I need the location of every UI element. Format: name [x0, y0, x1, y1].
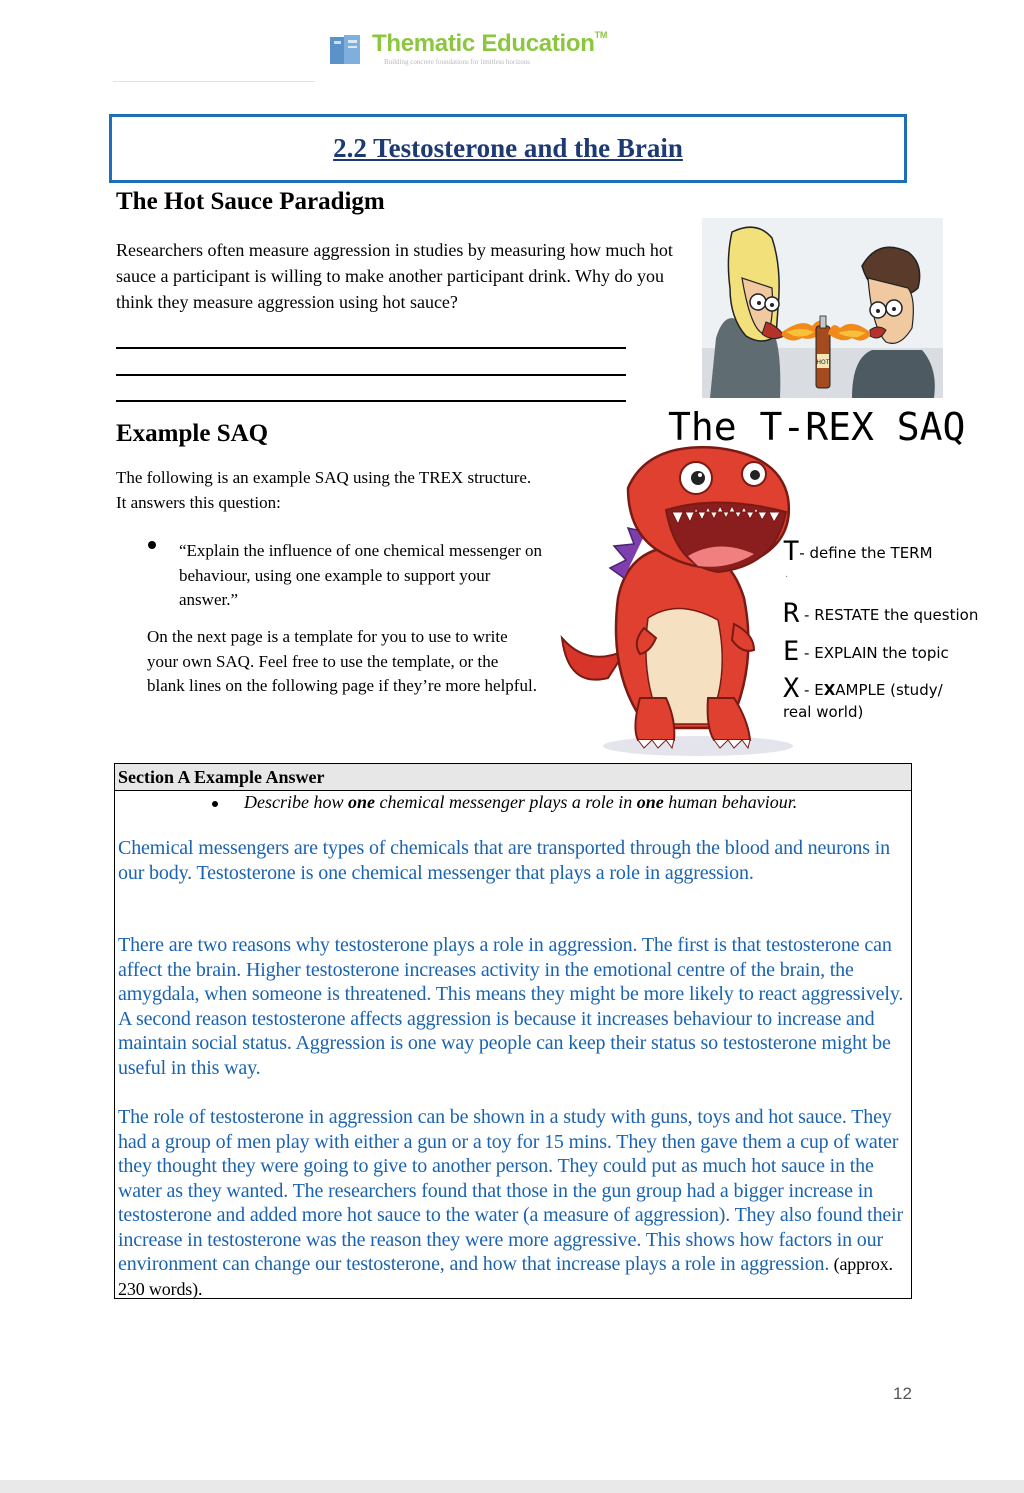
answer-line-3[interactable] — [116, 400, 626, 402]
trex-row-r: R - RESTATE the question — [783, 598, 979, 629]
hot-sauce-text: Researchers often measure aggression in studies by measuring how much hot sauce a participant is willing to make another participant drink. Why do you think they measure aggression using hot sauce? — [116, 240, 673, 312]
brand-tagline: Building concrete foundations for limitless horizons — [384, 58, 531, 66]
trex-title: The T-REX SAQ — [668, 405, 966, 449]
example-saq-heading: Example SAQ — [116, 420, 269, 447]
header-divider — [113, 81, 315, 82]
trex-letter-r: R — [783, 598, 800, 629]
brand-name: Thematic Education™ — [372, 30, 608, 57]
page-number: 12 — [893, 1384, 912, 1403]
title-box — [109, 114, 907, 183]
answer-paragraph-2: There are two reasons why testosterone plays a role in aggression. The first is that testosterone can affect the brain. Higher testosterone increases activity in the emotional centre of the brain, the amygdala, when someone is threatened. This means they might be more likely to react aggressively. A second reason testosterone affects aggression is because it increases behaviour to increase and maintain social status. Aggression is one way people can keep their status so testosterone might be useful in this way. — [118, 934, 904, 1079]
trex-letter-x: X — [783, 673, 800, 704]
word-count-note: (approx. 230 words). — [118, 1254, 893, 1299]
bullet-dot — [148, 541, 156, 549]
answer-paragraph-3: The role of testosterone in aggression can be shown in a study with guns, toys and hot sauce. They had a group of men play with either a gun or a toy for 15 mins. They then gave them a cup of water they thought they were going to give to another person. They could put as much hot sauce in the water as they wanted. The researchers found that those in the gun group had a bigger increase in testosterone and added more hot sauce to the water (a measure of aggression). They also found their increase in testosterone was the reason they were more aggressive. This shows how factors in our environment can change our testosterone, and how that increase plays a role in aggression. (approx. 230 words). — [118, 1106, 904, 1299]
hot-sauce-heading: The Hot Sauce Paradigm — [116, 188, 385, 215]
page-title: 2.2 Testosterone and the Brain — [333, 133, 683, 163]
trex-text-r: RESTATE the question — [814, 606, 979, 624]
trex-row-t: T- define the TERM — [783, 536, 933, 567]
book-logo-icon — [328, 32, 364, 66]
trex-text-t: define the TERM — [809, 544, 933, 562]
answer-header — [115, 764, 911, 791]
example-saq-intro: The following is an example SAQ using the TREX structure. It answers this question: — [116, 468, 532, 512]
trex-letter-t: T — [783, 536, 800, 567]
answer-paragraph-1: Chemical messengers are types of chemicals that are transported through the blood and neurons in our body. Testosterone is one chemical messenger that plays a role in aggression. — [118, 837, 891, 884]
cartoon-hot-sauce-image — [702, 218, 943, 398]
brand-logo — [328, 28, 628, 72]
stray-dot: · — [785, 572, 789, 583]
answer-line-2[interactable] — [116, 374, 626, 376]
answer-header-title: Section A Example Answer — [118, 767, 325, 787]
trex-row-x-line2: real world) — [783, 703, 864, 721]
svg-text:HOT: HOT — [816, 359, 830, 366]
answer-bullet-dot — [212, 801, 218, 807]
trex-row-e: E - EXPLAIN the topic — [783, 636, 949, 667]
trex-text-e: EXPLAIN the topic — [814, 644, 949, 662]
answer-prompt: Describe how one chemical messenger plays a role in one human behaviour. — [244, 792, 798, 812]
answer-line-1[interactable] — [116, 347, 626, 349]
saq-question: “Explain the influence of one chemical messenger on behaviour, using one example to support your answer.” — [179, 541, 542, 609]
trex-letter-e: E — [783, 636, 800, 667]
trex-row-x: X - EXAMPLE (study/ — [783, 673, 943, 704]
viewer-bottom-bar — [0, 1480, 1024, 1493]
next-page-note: On the next page is a template for you to use to write your own SAQ. Feel free to use the template, or the blank lines on the following page if they’re more helpful. — [147, 627, 537, 695]
example-answer-box — [114, 763, 912, 1299]
